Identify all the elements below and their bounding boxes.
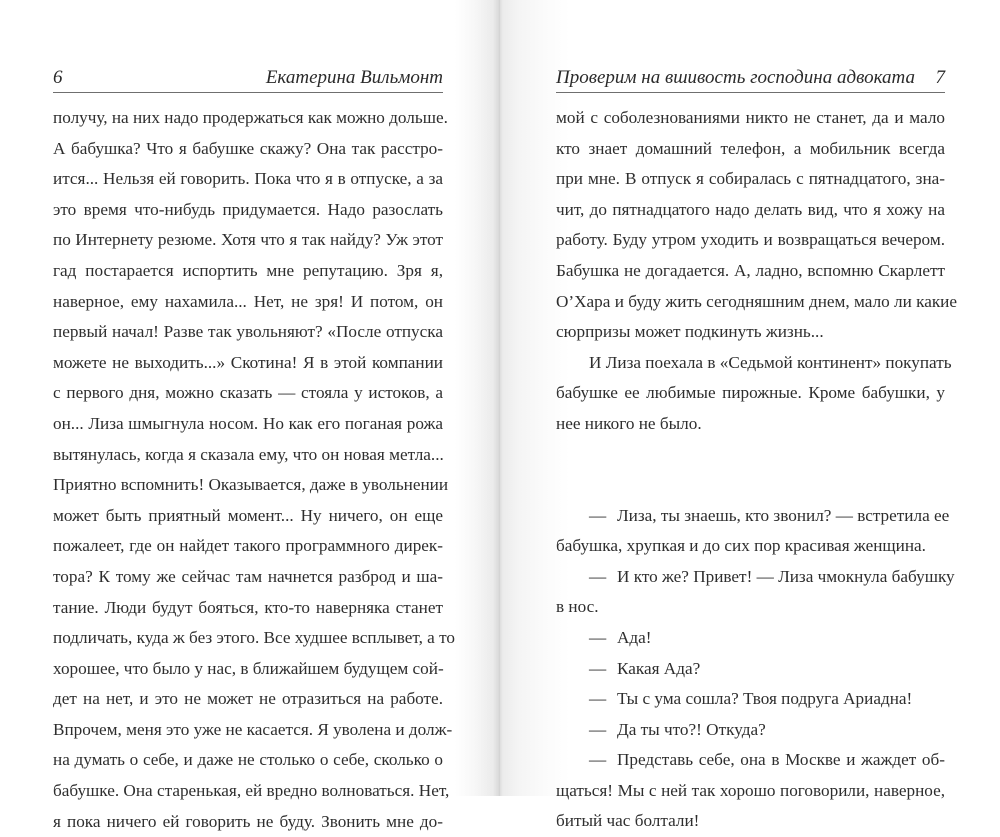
right-page bbox=[500, 0, 1000, 831]
dialogue-line: — Представь себе, она в Москве и жаждет об- bbox=[556, 745, 945, 776]
em-dash: — bbox=[589, 505, 607, 525]
dialogue-line: — И кто же? Привет! — Лиза чмокнула бабушку bbox=[556, 562, 945, 593]
text-line: это время что-нибудь придумается. Надо разослать bbox=[53, 199, 443, 219]
right-body-text bbox=[556, 103, 958, 837]
right-running-title: Проверим на вшивость господина адвоката bbox=[556, 67, 915, 88]
text-line: дет на нет, и это не может не отразиться на работе. bbox=[53, 689, 443, 709]
text-line: И Лиза поехала в «Седьмой континент» покупать bbox=[589, 352, 952, 372]
dialogue-line: — Какая Ада? bbox=[556, 654, 945, 685]
text-line: работу. Буду утром уходить и возвращаться вечером. bbox=[556, 230, 945, 250]
left-page-number: 6 bbox=[53, 67, 63, 88]
em-dash: — bbox=[589, 750, 607, 770]
em-dash: — bbox=[589, 719, 607, 739]
left-body-text bbox=[53, 103, 455, 837]
text-line: пожалеет, где он найдет такого программного дирек- bbox=[53, 536, 443, 556]
text-line: нее никого не было. bbox=[556, 413, 702, 433]
left-page bbox=[0, 0, 500, 831]
left-running-head bbox=[53, 68, 443, 93]
text-line: может быть приятный момент... Ну ничего, он еще bbox=[53, 505, 443, 525]
text-line: мой с соболезнованиями никто не станет, да и мало bbox=[556, 108, 945, 127]
text-line: хорошее, что было у нас, в ближайшем будущем сой- bbox=[53, 658, 444, 678]
text-line: он... Лиза шмыгнула носом. Но как его поганая рожа bbox=[53, 413, 443, 433]
text-line: чит, до пятнадцатого надо делать вид, что я хожу на bbox=[556, 199, 945, 219]
dialogue-continuation: в нос. bbox=[556, 597, 599, 617]
right-page-number: 7 bbox=[935, 67, 945, 88]
text-line: бабушке ее любимые пирожные. Кроме бабушки, у bbox=[556, 383, 945, 403]
text-line: кто знает домашний телефон, а мобильник всегда bbox=[556, 138, 945, 158]
text-line: Приятно вспомнить! Оказывается, даже в увольнении bbox=[53, 475, 449, 495]
text-line: наверное, ему нахамила... Нет, не зря! И потом, он bbox=[53, 291, 443, 311]
section-break bbox=[556, 440, 945, 501]
text-line: вытянулась, когда я сказала ему, что он новая метла... bbox=[53, 444, 444, 464]
text-line: по Интернету резюме. Хотя что я так найду? Уж этот bbox=[53, 230, 443, 250]
text-line: первый начал! Разве так увольняют? «После отпуска bbox=[53, 322, 443, 342]
dialogue-continuation: бабушка, хрупкая и до сих пор красивая женщина. bbox=[556, 536, 926, 556]
text-line: Впрочем, меня это уже не касается. Я уволена и долж- bbox=[53, 719, 453, 739]
text-line: А бабушка? Что я бабушке скажу? Она так расстро- bbox=[53, 138, 443, 158]
dialogue-continuation: щаться! Мы с ней так хорошо поговорили, наверное, bbox=[556, 780, 945, 800]
text-line: ится... Нельзя ей говорить. Пока что я в отпуске, а за bbox=[53, 169, 443, 189]
text-line: Бабушка не догадается. А, ладно, вспомню Скарлетт bbox=[556, 260, 945, 280]
text-line: тание. Люди будут бояться, кто-то наверняка станет bbox=[53, 597, 443, 617]
right-running-head bbox=[556, 68, 945, 93]
text-line: на думать о себе, и даже не столько о себе, сколько о bbox=[53, 750, 443, 770]
dialogue-line: — Ада! bbox=[556, 623, 945, 654]
em-dash: — bbox=[589, 627, 607, 647]
text-line: сюрпризы может подкинуть жизнь... bbox=[556, 322, 824, 342]
left-running-title: Екатерина Вильмонт bbox=[265, 67, 443, 88]
em-dash: — bbox=[589, 658, 607, 678]
text-line: с первого дня, можно сказать — стояла у истоков, а bbox=[53, 383, 443, 403]
text-line: получу, на них надо продержаться как можно дольше. bbox=[53, 108, 448, 127]
text-line: я пока ничего ей говорить не буду. Звонить мне до- bbox=[53, 811, 443, 831]
em-dash: — bbox=[589, 566, 607, 586]
text-line: тора? К тому же сейчас там начнется разброд и ша- bbox=[53, 566, 443, 586]
text-line: подличать, куда ж без этого. Все худшее всплывет, а то bbox=[53, 628, 455, 648]
text-line: можете не выходить...» Скотина! Я в этой компании bbox=[53, 352, 443, 372]
text-line: при мне. В отпуск я собиралась с пятнадцатого, зна- bbox=[556, 169, 945, 189]
dialogue-line: — Лиза, ты знаешь, кто звонил? — встретила ее bbox=[556, 501, 945, 532]
em-dash: — bbox=[589, 689, 607, 709]
text-line: гад постарается испортить мне репутацию. Зря я, bbox=[53, 260, 443, 280]
dialogue-line: — Ты с ума сошла? Твоя подруга Ариадна! bbox=[556, 684, 945, 715]
text-line: О’Хара и буду жить сегодняшним днем, мало ли какие bbox=[556, 291, 958, 311]
text-line: бабушке. Она старенькая, ей вредно волноваться. Нет, bbox=[53, 781, 450, 801]
dialogue-continuation: битый час болтали! bbox=[556, 811, 700, 831]
dialogue-line: — Да ты что?! Откуда? bbox=[556, 715, 945, 746]
